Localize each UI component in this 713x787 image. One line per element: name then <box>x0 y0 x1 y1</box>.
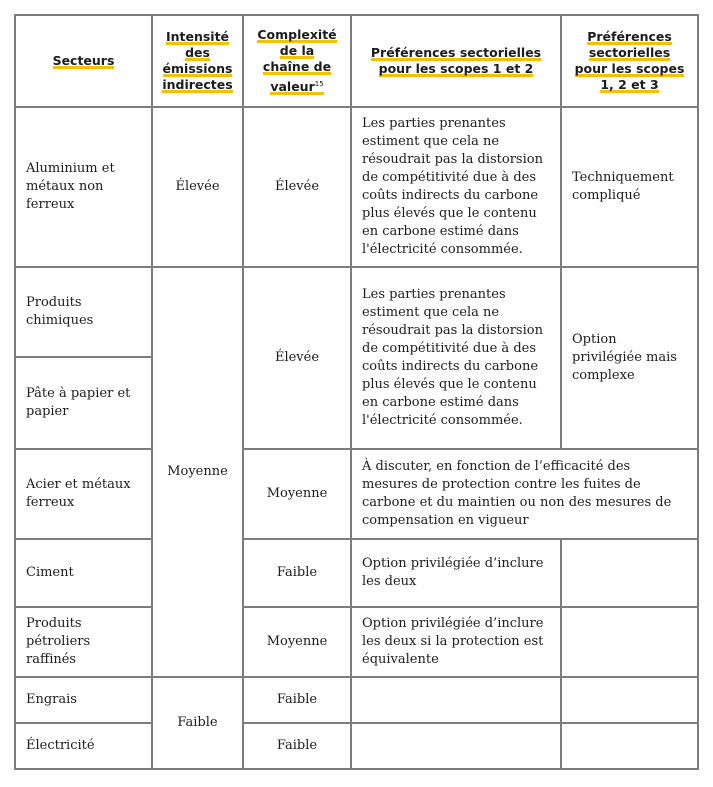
pref-scope-1-2-cell: Les parties prenantes estiment que cela ne résoudrait pas la distorsion de compétitivité due à des coûts indirects du carbone plus élevés que le contenu en carbone estimé dans l'électricité consommée. <box>351 107 561 267</box>
table-row <box>15 677 698 723</box>
pref-scope-1-2-cell: Option privilégiée d’inclure les deux si la protection est équivalente <box>351 607 561 677</box>
pref-scope-1-2-cell <box>351 723 561 769</box>
sector-cell: Produits pétroliers raffinés <box>15 607 152 677</box>
pref-scope-1-2-cell <box>351 677 561 723</box>
pref-scope-1-2-3-cell <box>561 723 698 769</box>
complexity-cell: Élevée <box>243 107 351 267</box>
pref-scope-1-2-3-cell <box>561 677 698 723</box>
header-row <box>15 15 698 107</box>
intensity-cell: Faible <box>152 677 243 769</box>
sector-cell: Pâte à papier et papier <box>15 357 152 449</box>
header-intensity: Intensité des émissions indirectes <box>152 15 243 107</box>
table-row <box>15 267 698 357</box>
header-pref-scope-1-2-3: Préférences sectorielles pour les scopes 1, 2 et 3 <box>561 15 698 107</box>
table-row <box>15 607 698 677</box>
pref-scope-1-2-3-cell: Techniquement compliqué <box>561 107 698 267</box>
complexity-cell: Moyenne <box>243 449 351 539</box>
header-pref-scope-1-2: Préférences sectorielles pour les scopes 1 et 2 <box>351 15 561 107</box>
table-row <box>15 539 698 607</box>
complexity-cell: Faible <box>243 723 351 769</box>
pref-scope-1-2-3-cell <box>561 607 698 677</box>
pref-scope-1-2-cell: Les parties prenantes estiment que cela ne résoudrait pas la distorsion de compétitivité due à des coûts indirects du carbone plus élevés que le contenu en carbone estimé dans l'électricité consommée. <box>351 267 561 449</box>
complexity-cell: Faible <box>243 677 351 723</box>
pref-scope-1-2-3-cell: Option privilégiée mais complexe <box>561 267 698 449</box>
pref-merged-cell: À discuter, en fonction de l’efficacité des mesures de protection contre les fuites de carbone et du maintien ou non des mesures de compensation en vigueur <box>351 449 698 539</box>
sector-cell: Engrais <box>15 677 152 723</box>
sector-cell: Produits chimiques <box>15 267 152 357</box>
complexity-cell: Élevée <box>243 267 351 449</box>
complexity-cell: Faible <box>243 539 351 607</box>
header-sectors: Secteurs <box>15 15 152 107</box>
table-row <box>15 107 698 267</box>
intensity-cell: Moyenne <box>152 267 243 677</box>
pref-scope-1-2-3-cell <box>561 539 698 607</box>
sector-cell: Acier et métaux ferreux <box>15 449 152 539</box>
sector-cell: Aluminium et métaux non ferreux <box>15 107 152 267</box>
table-row <box>15 449 698 539</box>
intensity-cell: Élevée <box>152 107 243 267</box>
sector-preferences-table <box>14 14 699 770</box>
table-row <box>15 723 698 769</box>
complexity-cell: Moyenne <box>243 607 351 677</box>
pref-scope-1-2-cell: Option privilégiée d’inclure les deux <box>351 539 561 607</box>
sector-cell: Ciment <box>15 539 152 607</box>
header-complexity: Complexité de la chaîne de valeur$^{15}$ <box>243 15 351 107</box>
footnote-marker: 15 <box>314 79 324 88</box>
sector-cell: Électricité <box>15 723 152 769</box>
